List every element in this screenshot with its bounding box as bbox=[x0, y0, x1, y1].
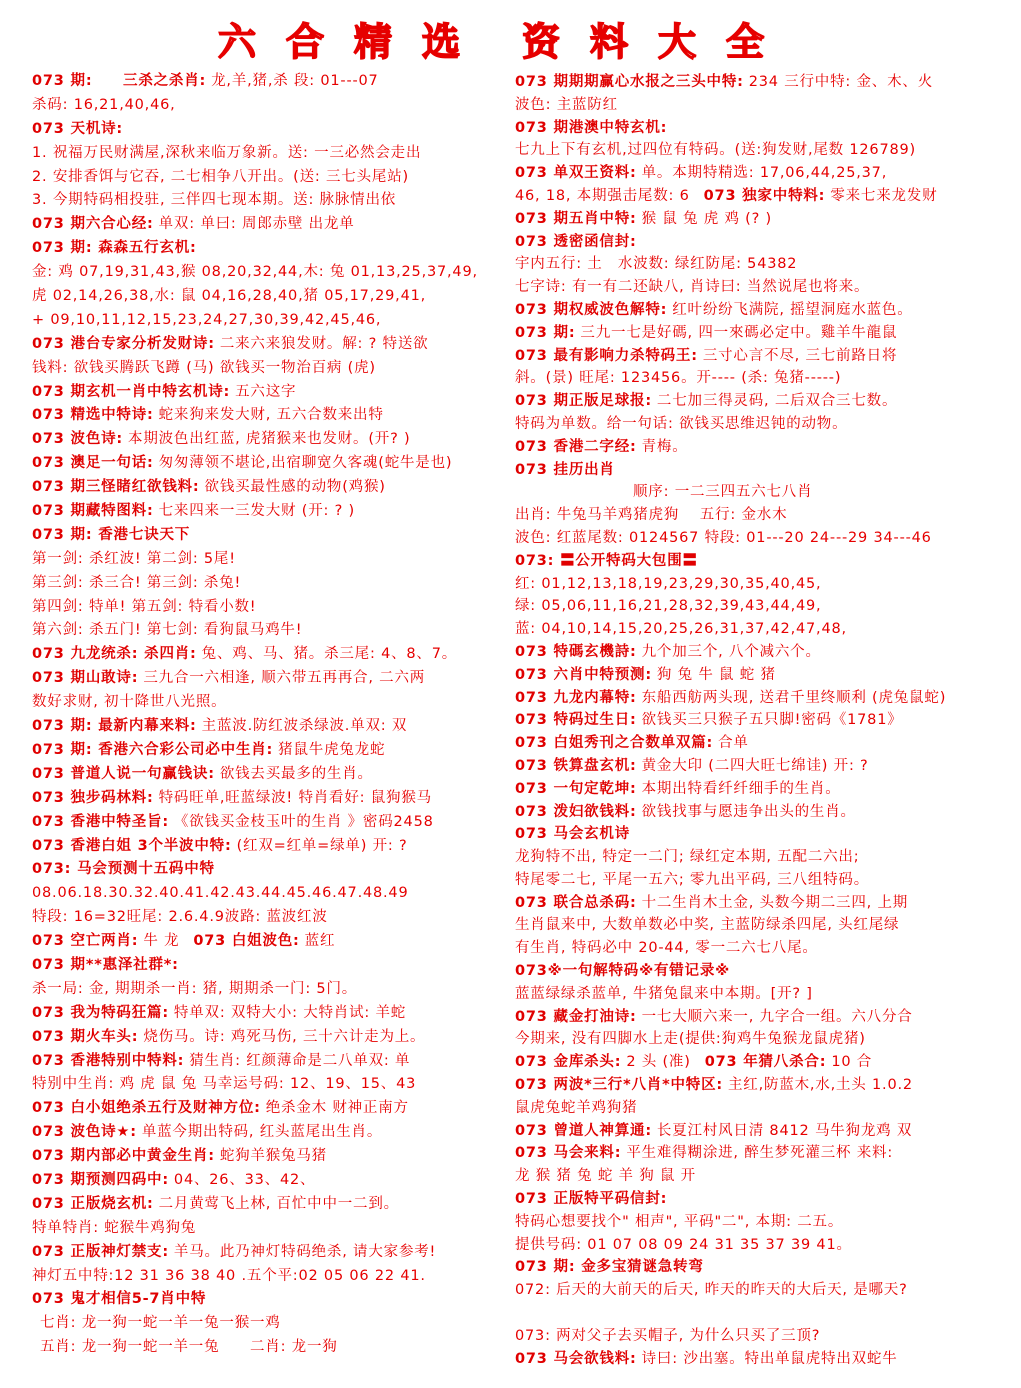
line-heading: 073 泼妇欲钱料: bbox=[515, 803, 637, 820]
line-heading: 073 白姐波色: bbox=[193, 933, 300, 950]
left-text-line bbox=[32, 1241, 508, 1265]
right-text-line bbox=[515, 892, 993, 915]
right-text-line bbox=[515, 755, 993, 778]
right-text-line bbox=[515, 960, 993, 983]
line-heading: 073 马会欲钱料: bbox=[515, 1350, 637, 1367]
line-text: 合单 bbox=[718, 735, 749, 752]
right-text-line bbox=[515, 550, 993, 573]
right-text-line bbox=[515, 71, 993, 94]
left-text-line bbox=[32, 333, 508, 357]
line-text: 单蓝今期出特码, 红头蓝尾出生肖。 bbox=[141, 1124, 383, 1141]
left-text-line bbox=[32, 858, 508, 882]
left-text-line bbox=[32, 930, 508, 954]
left-text-line bbox=[32, 189, 508, 213]
right-text-line bbox=[515, 1051, 993, 1074]
line-text: 3. 今期特码相投驻, 三伴四七现本期。送: 脉脉情出依 bbox=[32, 192, 397, 209]
left-text-line bbox=[32, 1312, 508, 1336]
line-heading: 073 期期期赢心水报之三头中特: bbox=[515, 74, 744, 90]
line-heading: 073 独步码林料: bbox=[32, 789, 154, 806]
line-text: 欲钱买三只猴子五只脚!密码《1781》 bbox=[641, 712, 903, 729]
line-heading: 073 马会来料: bbox=[515, 1145, 622, 1162]
line-text: 特单双: 双特大小: 大特肖试: 羊蛇 bbox=[173, 1004, 407, 1021]
line-text: 欲钱去买最多的生肖。 bbox=[219, 765, 373, 782]
line-text: 072: 后天的大前天的后天, 昨天的昨天的大后天, 是哪天? bbox=[515, 1282, 908, 1299]
line-text: 杀码: 16,21,40,46, bbox=[32, 96, 176, 113]
line-heading: 073 一句定乾坤: bbox=[515, 780, 637, 797]
line-heading: 073※一句解特码※有错记录※ bbox=[515, 963, 731, 980]
left-text-line bbox=[32, 667, 508, 691]
right-text-line bbox=[515, 276, 993, 299]
line-text: 蛇来狗来发大财, 五六合数来出特 bbox=[158, 407, 384, 424]
line-text: 匆匆薄领不堪论,出宿聊宽久客魂(蛇牛是也) bbox=[158, 455, 453, 472]
line-heading: 073 香港特别中特料: bbox=[32, 1052, 185, 1069]
line-heading: 073 正版特平码信封: bbox=[515, 1191, 668, 1208]
right-text-line bbox=[515, 413, 993, 436]
line-text: 兔、鸡、马、猪。杀三尾: 4、8、7。 bbox=[201, 646, 458, 663]
line-text: 诗曰: 沙出塞。特出单鼠虎特出双蛇牛 bbox=[641, 1350, 898, 1367]
right-text-line bbox=[515, 231, 993, 254]
line-text: 三九一七是好碼, 四一來碼必定中。雞羊牛龍鼠 bbox=[580, 324, 898, 341]
left-text-line bbox=[32, 1265, 508, 1289]
right-text-line bbox=[515, 139, 993, 162]
line-heading: 073 期内部必中黄金生肖: bbox=[32, 1148, 215, 1165]
line-text: 本期出特看纤纤细手的生肖。 bbox=[641, 780, 841, 797]
line-heading: 073: 马会预测十五码中特 bbox=[32, 861, 215, 878]
line-text: 十二生肖木土金, 头数今期二三四, 上期 bbox=[641, 894, 909, 911]
right-text-line bbox=[515, 117, 993, 140]
line-text: 红叶纷纷飞满院, 摇望洞庭水蓝色。 bbox=[672, 301, 913, 318]
line-heading: 073 藏金打油诗: bbox=[515, 1008, 637, 1025]
line-heading: 073 期: 三杀之杀肖: bbox=[32, 73, 207, 89]
line-text: 波色: 主蓝防红 bbox=[515, 96, 618, 113]
line-text: 234 三行中特: 金、木、火 bbox=[748, 74, 933, 90]
line-text: 三九合一六相逢, 顺六带五再再合, 二六两 bbox=[143, 670, 426, 687]
line-heading: 073 期权威波色解特: bbox=[515, 301, 668, 318]
line-text: 特码心想要找个" 相声", 平码"二", 本期: 二五。 bbox=[515, 1213, 844, 1230]
line-heading: 073 年猜八杀合: bbox=[704, 1054, 827, 1071]
line-heading: 073 期: 森森五行玄机: bbox=[32, 240, 197, 257]
line-heading: 073 六肖中特预测: bbox=[515, 666, 652, 683]
line-text: 蛇狗羊猴兔马猪 bbox=[219, 1148, 327, 1165]
line-heading: 073 澳足一句话: bbox=[32, 455, 154, 472]
line-text: 二月黄莺飞上林, 百忙中中一二到。 bbox=[158, 1195, 399, 1212]
left-text-line bbox=[32, 811, 508, 835]
line-text: 2. 安排香饵与它吞, 二七相争八开出。(送: 三七头尾站) bbox=[32, 168, 409, 185]
line-text: 绝杀金木 财神正南方 bbox=[265, 1100, 409, 1117]
line-heading: 073: 〓公开特码大包围〓 bbox=[515, 552, 698, 569]
line-text: 红: 01,12,13,18,19,23,29,30,35,40,45, bbox=[515, 575, 822, 592]
left-text-line bbox=[32, 524, 508, 548]
line-text: 主红,防蓝木,水,土头 1.0.2 bbox=[727, 1077, 913, 1094]
line-heading: 073 联合总杀码: bbox=[515, 894, 637, 911]
left-text-line bbox=[32, 1336, 508, 1360]
line-heading: 073 马会玄机诗 bbox=[515, 826, 631, 843]
line-text: 九个加三个, 八个减六个。 bbox=[641, 643, 821, 660]
left-text-line bbox=[32, 763, 508, 787]
line-text: 特单特肖: 蛇猴牛鸡狗兔 bbox=[32, 1219, 197, 1236]
right-text-line bbox=[515, 1006, 993, 1029]
line-text: + 09,10,11,12,15,23,24,27,30,39,42,45,46, bbox=[32, 311, 382, 328]
right-text-line bbox=[515, 367, 993, 390]
left-text-line bbox=[32, 954, 508, 978]
line-text: 斜。(景) 旺尾: 123456。开---- (杀: 兔猪-----) bbox=[515, 370, 842, 387]
right-text-line bbox=[515, 732, 993, 755]
line-heading: 073 空亡两肖: bbox=[32, 933, 139, 950]
left-text-line bbox=[32, 357, 508, 381]
line-text: 数好求财, 初十降世八光照。 bbox=[32, 694, 227, 711]
right-text-line bbox=[515, 1279, 993, 1302]
right-text-line bbox=[515, 1325, 993, 1348]
line-text: 波色: 红蓝尾数: 0124567 特段: 01---20 24---29 34---46 bbox=[515, 529, 932, 546]
left-text-line bbox=[32, 309, 508, 333]
right-text-line bbox=[515, 322, 993, 345]
line-text: 1. 祝福万民财满屋,深秋来临万象新。送: 一三必然会走出 bbox=[32, 144, 422, 161]
line-text: 有生肖, 特码必中 20-44, 零一二六七八尾。 bbox=[515, 940, 818, 957]
right-text-line bbox=[515, 1142, 993, 1165]
left-text-line bbox=[32, 213, 508, 237]
left-text-line bbox=[32, 596, 508, 620]
line-text: 七来四来一三发大财 (开: ? ) bbox=[158, 503, 355, 520]
page-title-part1: 六合精选 bbox=[218, 20, 491, 64]
line-text: 金: 鸡 07,19,31,43,猴 08,20,32,44,木: 兔 01,13,25,37,49, bbox=[32, 264, 478, 281]
line-heading: 073 白小姐绝杀五行及财神方位: bbox=[32, 1100, 261, 1117]
line-heading: 073 天机诗: bbox=[32, 120, 124, 137]
line-text: 东船西舫两头现, 送君千里终顺利 (虎兔鼠蛇) bbox=[641, 689, 947, 706]
line-text: 杀一局: 金, 期期杀一肖: 猪, 期期杀一门: 5门。 bbox=[32, 980, 358, 997]
right-text-line bbox=[515, 801, 993, 824]
left-text-line bbox=[32, 118, 508, 142]
line-text: 出肖: 牛兔马羊鸡猪虎狗 五行: 金水木 bbox=[515, 507, 788, 524]
left-text-line bbox=[32, 1050, 508, 1074]
line-text: 《欲钱买金枝玉叶的生肖 》密码2458 bbox=[173, 813, 434, 830]
line-heading: 073 曾道人神算通: bbox=[515, 1122, 652, 1139]
right-text-line bbox=[515, 1028, 993, 1051]
line-text: 第一剑: 杀红波! 第二剑: 5尾! bbox=[32, 550, 236, 567]
line-heading: 073 期五肖中特: bbox=[515, 210, 637, 227]
line-text: 龙 猴 猪 兔 蛇 羊 狗 鼠 开 bbox=[515, 1168, 696, 1185]
right-text-line bbox=[515, 595, 993, 618]
line-heading: 073 期藏特图料: bbox=[32, 503, 154, 520]
line-text: 2 头 (准) bbox=[626, 1054, 691, 1071]
line-text: 第六剑: 杀五门! 第七剑: 看狗鼠马鸡牛! bbox=[32, 622, 303, 639]
line-text: 一七大顺六来一, 九字合一组。六八分合 bbox=[641, 1008, 913, 1025]
line-text: 欲钱买最性感的动物(鸡猴) bbox=[204, 479, 386, 496]
line-text: 猴 鼠 兔 虎 鸡 (? ) bbox=[641, 210, 772, 227]
right-text-line bbox=[515, 573, 993, 596]
line-heading: 073 正版烧玄机: bbox=[32, 1195, 154, 1212]
left-text-line bbox=[32, 94, 508, 118]
right-text-line bbox=[515, 527, 993, 550]
line-heading: 073 挂历出肖 bbox=[515, 461, 615, 478]
line-text: 五六这字 bbox=[235, 383, 297, 400]
line-text: 羊马。此乃神灯特码绝杀, 请大家参考! bbox=[173, 1243, 437, 1260]
line-text: 长夏江村风日清 8412 马牛狗龙鸡 双 bbox=[656, 1122, 913, 1139]
line-text: 提供号码: 01 07 08 09 24 31 35 37 39 41。 bbox=[515, 1236, 852, 1253]
line-heading: 073 铁算盘玄机: bbox=[515, 757, 637, 774]
line-text: 七字诗: 有一有二还缺八, 肖诗曰: 当然说尾也将来。 bbox=[515, 279, 870, 296]
page-title-part2: 资料大全 bbox=[522, 20, 795, 64]
line-text: 黄金大印 (二四大旺七绵诖) 开: ? bbox=[641, 757, 869, 774]
line-heading: 073 九龙统杀: 杀四肖: bbox=[32, 646, 197, 663]
line-heading: 073 期正版足球报: bbox=[515, 393, 652, 410]
left-text-line bbox=[32, 1002, 508, 1026]
right-text-line bbox=[515, 914, 993, 937]
right-text-line bbox=[515, 1302, 993, 1325]
line-text: 五肖: 龙一狗一蛇一羊一兔 二肖: 龙一狗 bbox=[40, 1339, 338, 1356]
line-heading: 073 最有影响力杀特码王: bbox=[515, 347, 698, 364]
line-heading: 073 独家中特料: bbox=[703, 187, 826, 204]
left-text-line bbox=[32, 835, 508, 859]
right-text-line bbox=[515, 1165, 993, 1188]
line-text: 神灯五中特:12 31 36 38 40 .五个平:02 05 06 22 41. bbox=[32, 1267, 426, 1284]
left-text-line bbox=[32, 1026, 508, 1050]
line-text: 蓝红 bbox=[304, 933, 336, 950]
right-text-line bbox=[515, 162, 993, 185]
left-text-line bbox=[32, 1193, 508, 1217]
left-text-line bbox=[32, 1217, 508, 1241]
right-text-line bbox=[515, 846, 993, 869]
right-text-line bbox=[515, 1074, 993, 1097]
right-text-line bbox=[515, 1188, 993, 1211]
left-text-line bbox=[32, 739, 508, 763]
left-text-line bbox=[32, 906, 508, 930]
line-text: 073: 两对父子去买帽子, 为什么只买了三顶? bbox=[515, 1327, 821, 1344]
line-heading: 073 期预测四码中: bbox=[32, 1171, 169, 1188]
right-text-line bbox=[515, 459, 993, 482]
line-text: 10 合 bbox=[831, 1054, 873, 1071]
line-heading: 073 期: 最新内幕来料: bbox=[32, 718, 197, 735]
line-text: 宇内五行: 土 水波数: 绿红防尾: 54382 bbox=[515, 256, 798, 273]
left-column bbox=[32, 70, 508, 1360]
right-text-line bbox=[515, 983, 993, 1006]
line-text: (红双=红单=绿单) 开: ? bbox=[236, 837, 408, 854]
right-text-line bbox=[515, 1097, 993, 1120]
line-text: 特尾零二七, 平尾一五六; 零九出平码, 三八组特码。 bbox=[515, 871, 870, 888]
left-text-line bbox=[32, 428, 508, 452]
line-heading: 073 期六合心经: bbox=[32, 216, 154, 233]
line-heading: 073 港台专家分析发财诗: bbox=[32, 335, 215, 352]
right-text-line bbox=[515, 1348, 993, 1371]
line-text: 蓝蓝绿绿杀蓝单, 牛猪兔鼠来中本期。[开? ] bbox=[515, 985, 813, 1002]
left-text-line bbox=[32, 404, 508, 428]
line-heading: 073 白姐秀刊之合数单双篇: bbox=[515, 735, 714, 752]
line-text: 特码为单数。给一句话: 欲钱买思维迟钝的动物。 bbox=[515, 415, 848, 432]
line-text: 特码旺单,旺蓝绿波! 特肖看好: 鼠狗猴马 bbox=[158, 789, 432, 806]
line-text: 特段: 16=32旺尾: 2.6.4.9波路: 蓝波红波 bbox=[32, 909, 328, 926]
line-heading: 073 期: 香港六合彩公司必中生肖: bbox=[32, 741, 274, 758]
line-text: 烧伤马。诗: 鸡死马伤, 三十六计走为上。 bbox=[143, 1028, 426, 1045]
right-text-line bbox=[515, 253, 993, 276]
line-text: 猜生肖: 红颜薄命是二八单双: 单 bbox=[189, 1052, 411, 1069]
left-text-line bbox=[32, 548, 508, 572]
line-text: 钱料: 欲钱买腾跃飞蹲 (马) 欲钱买一物治百病 (虎) bbox=[32, 359, 376, 376]
right-column bbox=[515, 71, 993, 1370]
right-text-line bbox=[515, 94, 993, 117]
left-text-line bbox=[32, 643, 508, 667]
line-text: 龙狗特不出, 特定一二门; 绿红定本期, 五配二六出; bbox=[515, 849, 860, 866]
left-text-line bbox=[32, 619, 508, 643]
line-text: 单。本期特精选: 17,06,44,25,37, bbox=[641, 165, 888, 182]
line-heading: 073 特碼玄機詩: bbox=[515, 643, 637, 660]
line-text: 生肖鼠来中, 大数单数必中奖, 主蓝防绿杀四尾, 头红尾绿 bbox=[515, 917, 900, 934]
line-heading: 073 金库杀头: bbox=[515, 1054, 622, 1071]
line-text: 46, 18, 本期强击尾数: 6 bbox=[515, 187, 690, 204]
line-text: 本期波色出红蓝, 虎猪猴来也发财。(开? ) bbox=[128, 431, 411, 448]
left-text-line bbox=[32, 1097, 508, 1121]
right-text-line bbox=[515, 504, 993, 527]
line-text: 青梅。 bbox=[641, 438, 688, 455]
line-heading: 073 期: bbox=[515, 324, 576, 341]
line-heading: 073 精选中特诗: bbox=[32, 407, 154, 424]
line-heading: 073 香港二字经: bbox=[515, 438, 637, 455]
line-text: 牛 龙 bbox=[143, 933, 180, 950]
line-text: 第四剑: 特单! 第五剑: 特看小数! bbox=[32, 598, 257, 615]
right-text-line bbox=[515, 299, 993, 322]
line-heading: 073 期: 金多宝猜谜急转弯 bbox=[515, 1259, 704, 1276]
line-heading: 073 期玄机一肖中特玄机诗: bbox=[32, 383, 231, 400]
left-text-line bbox=[32, 70, 508, 94]
line-text: 平生难得糊涂进, 醉生梦死灌三杯 来料: bbox=[626, 1145, 894, 1162]
line-heading: 073 香港中特圣旨: bbox=[32, 813, 169, 830]
right-text-line bbox=[515, 208, 993, 231]
line-text: 08.06.18.30.32.40.41.42.43.44.45.46.47.48.49 bbox=[32, 885, 409, 902]
left-text-line bbox=[32, 142, 508, 166]
left-text-line bbox=[32, 166, 508, 190]
line-heading: 073 鬼才相信5-7肖中特 bbox=[32, 1291, 207, 1308]
right-text-line bbox=[515, 664, 993, 687]
line-text: 狗 兔 牛 鼠 蛇 猪 bbox=[656, 666, 776, 683]
line-heading: 073 普道人说一句赢钱诀: bbox=[32, 765, 215, 782]
line-text: 二七加三得灵码, 二后双合三七数。 bbox=[656, 393, 898, 410]
line-text: 顺序: 一二三四五六七八肖 bbox=[633, 484, 813, 501]
line-text: 龙,羊,猪,杀 段: 01---07 bbox=[211, 73, 379, 89]
right-text-line bbox=[515, 937, 993, 960]
left-text-line bbox=[32, 285, 508, 309]
left-text-line bbox=[32, 500, 508, 524]
line-text: 二来六来狼发财。解: ? 特送欲 bbox=[219, 335, 429, 352]
right-text-line bbox=[515, 1256, 993, 1279]
right-text-line bbox=[515, 1120, 993, 1143]
line-heading: 073 期: 香港七诀天下 bbox=[32, 526, 191, 543]
line-heading: 073 透密函信封: bbox=[515, 233, 637, 250]
left-text-line bbox=[32, 452, 508, 476]
right-text-line bbox=[515, 436, 993, 459]
line-text: 猪鼠牛虎兔龙蛇 bbox=[278, 741, 386, 758]
left-text-line bbox=[32, 882, 508, 906]
left-text-line bbox=[32, 1288, 508, 1312]
right-text-line bbox=[515, 869, 993, 892]
right-text-line bbox=[515, 709, 993, 732]
left-text-line bbox=[32, 1073, 508, 1097]
left-text-line bbox=[32, 1121, 508, 1145]
right-text-line bbox=[515, 618, 993, 641]
line-heading: 073 香港白姐 3个半波中特: bbox=[32, 837, 232, 854]
line-text: 主蓝波.防红波杀绿波.单双: 双 bbox=[201, 718, 408, 735]
right-text-line bbox=[515, 481, 993, 504]
line-heading: 073 九龙内幕特: bbox=[515, 689, 637, 706]
left-text-line bbox=[32, 978, 508, 1002]
left-text-line bbox=[32, 572, 508, 596]
right-text-line bbox=[515, 1211, 993, 1234]
line-text: 鼠虎兔蛇羊鸡狗猪 bbox=[515, 1099, 638, 1116]
left-text-line bbox=[32, 476, 508, 500]
right-text-line bbox=[515, 1234, 993, 1257]
line-text: 三寸心言不尽, 三七前路日将 bbox=[702, 347, 898, 364]
line-text: 绿: 05,06,11,16,21,28,32,39,43,44,49, bbox=[515, 598, 822, 615]
line-heading: 073 期港澳中特玄机: bbox=[515, 119, 668, 136]
line-text: 单双: 单曰: 周郎赤壁 出龙单 bbox=[158, 216, 355, 233]
right-text-line bbox=[515, 390, 993, 413]
right-text-line bbox=[515, 641, 993, 664]
left-text-line bbox=[32, 381, 508, 405]
right-text-line bbox=[515, 823, 993, 846]
left-text-line bbox=[32, 1169, 508, 1193]
line-text: 虎 02,14,26,38,水: 鼠 04,16,28,40,猪 05,17,29,41, bbox=[32, 288, 427, 305]
line-text: 特别中生肖: 鸡 虎 鼠 兔 马幸运号码: 12、19、15、43 bbox=[32, 1076, 417, 1093]
line-heading: 073 波色诗★: bbox=[32, 1124, 137, 1141]
line-heading: 073 我为特码狂篇: bbox=[32, 1004, 169, 1021]
line-heading: 073 正版神灯禁支: bbox=[32, 1243, 169, 1260]
line-heading: 073 期**惠泽社群*: bbox=[32, 956, 179, 973]
line-text: 七肖: 龙一狗一蛇一羊一兔一猴一鸡 bbox=[40, 1315, 281, 1332]
line-text: 七九上下有玄机,过四位有特码。(送:狗发财,尾数 126789) bbox=[515, 142, 916, 159]
line-heading: 073 期山敢诗: bbox=[32, 670, 139, 687]
line-heading: 073 单双王资料: bbox=[515, 165, 637, 182]
line-text: 第三剑: 杀三合! 第三剑: 杀兔! bbox=[32, 574, 242, 591]
right-text-line bbox=[515, 185, 993, 208]
left-text-line bbox=[32, 715, 508, 739]
right-text-line bbox=[515, 345, 993, 368]
line-text: 欲钱找事与愿违争出头的生肖。 bbox=[641, 803, 856, 820]
right-text-line bbox=[515, 778, 993, 801]
line-heading: 073 两波*三行*八肖*中特区: bbox=[515, 1077, 723, 1094]
right-text-line bbox=[515, 687, 993, 710]
left-text-line bbox=[32, 237, 508, 261]
left-text-line bbox=[32, 1145, 508, 1169]
left-text-line bbox=[32, 261, 508, 285]
line-heading: 073 波色诗: bbox=[32, 431, 124, 448]
line-text: 蓝: 04,10,14,15,20,25,26,31,37,42,47,48, bbox=[515, 621, 847, 638]
line-text: 04、26、33、42、 bbox=[173, 1171, 316, 1188]
line-heading: 073 特码过生日: bbox=[515, 712, 637, 729]
left-text-line bbox=[32, 787, 508, 811]
line-text: 零来七来龙发财 bbox=[830, 187, 938, 204]
left-text-line bbox=[32, 691, 508, 715]
line-heading: 073 期三怪睹红欲钱料: bbox=[32, 479, 200, 496]
line-heading: 073 期火车头: bbox=[32, 1028, 139, 1045]
line-text: 今期来, 没有四脚水上走(提供:狗鸡牛兔猴龙鼠虎猪) bbox=[515, 1031, 866, 1048]
